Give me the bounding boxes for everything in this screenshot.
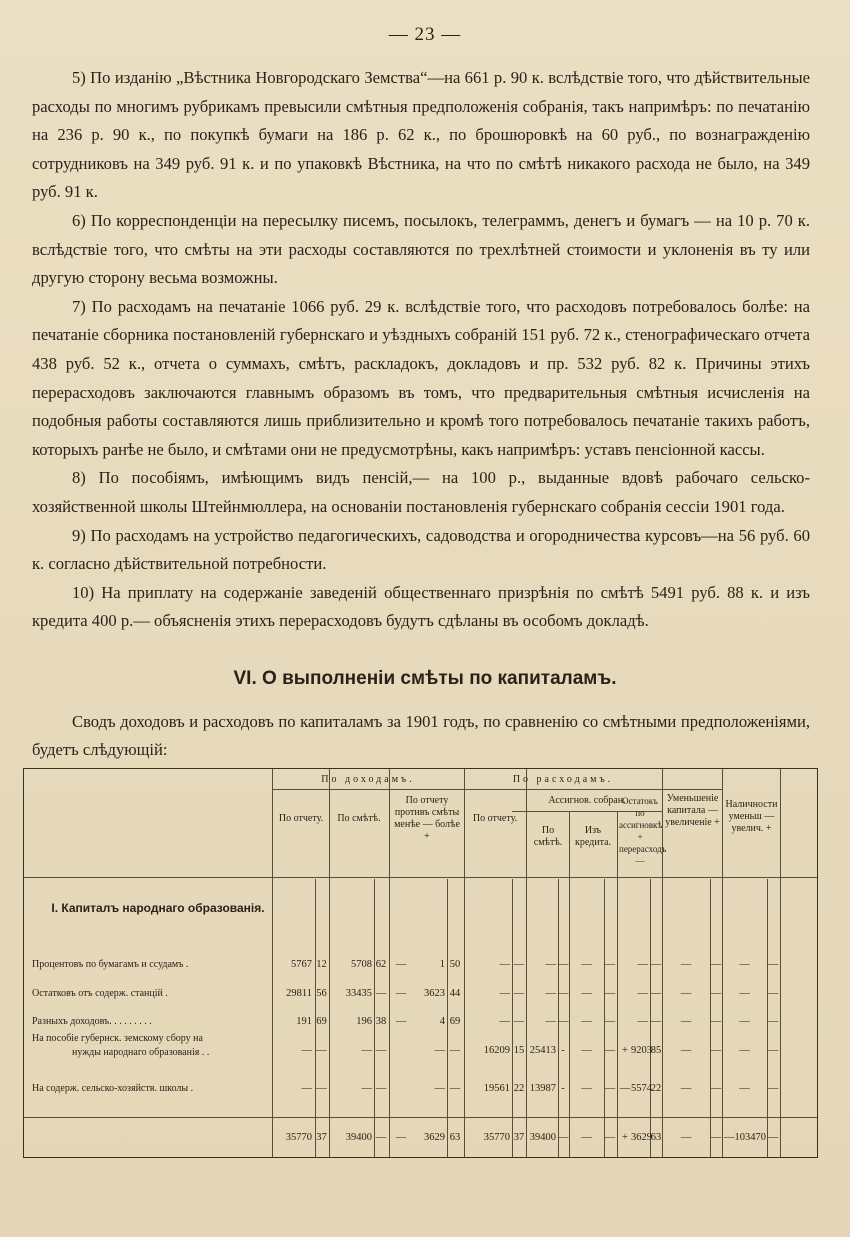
table-cell: — [767,959,779,970]
header-income-report: По отчету. [278,813,324,824]
table-cell: — [375,1045,387,1056]
table-cell: — [361,1083,372,1094]
table-cell: — [513,959,525,970]
paragraph-8: 8) По пособіямъ, имѣющимъ видъ пенсій,— на 100 р., выданные вдовѣ рабочаго сельско-хозяйственной школы Штейнмюллера, на основаніи постановленія губернскаго собранія сессіи 1901 года. [32,468,810,516]
intro-paragraph: Сводъ доходовъ и расходовъ по капиталамъ за 1901 годъ, по сравненію со смѣтными предположеніями, будетъ слѣдующій: [32,712,810,759]
paragraph-5: 5) По изданію „Вѣстника Новгородскаго Земства“—на 661 р. 90 к. вслѣдствіе того, что дѣйствительные расходы по многимъ рубрикамъ превысили смѣтныя предположенія собранія, такъ напримѣръ: по печатанію на 236 р. 90 к., по покупкѣ бумаги на 186 р. 62 к., по брошюровкѣ на 60 руб., по вознагражденію сотрудниковъ на 349 руб. 91 к. и по упаковкѣ Вѣстника, на что по смѣтѣ никакого расхода не было, на 349 руб. 91 к. [32,68,810,202]
table-cell: — [604,1083,616,1094]
table-cell: 16209 [483,1045,510,1056]
table-cell: — [604,1045,616,1056]
table-cell: 38 [375,1016,387,1027]
table-cell: — [316,1083,327,1094]
table-cell: — [395,988,407,999]
table-cell: — [581,1083,592,1094]
table-cell: — [395,959,407,970]
paragraph-6: 6) По корреспонденціи на пересылку писемъ, посылокъ, телеграммъ, денегъ и бумагъ — на 10 р. 70 к. вслѣдствіе того, что смѣты на эти расходы составляются по трехлѣтней стоимости и уклоненія въ ту или другую сторону весьма возможны. [32,210,810,288]
intro-text [32,708,810,764]
table-cell: — [710,1016,722,1027]
section-heading: VI. О выполненіи смѣты по капиталамъ. [233,668,617,689]
table-cell: — [767,988,779,999]
total-cell: 63 [650,1132,662,1143]
table-cell: + [622,1045,628,1056]
body-text [32,64,810,636]
paragraph-9: 9) По расходамъ на устройство педагогическихъ, садоводства и огородничества курсовъ—на 56 руб. 60 к. согласно дѣйствительной потребности. [32,525,810,574]
header-assign-credit: Изъ кредита. [574,825,612,848]
table-cell: — [710,1083,722,1094]
table-cell: — [650,988,662,999]
table-cell: — [434,1083,445,1094]
table-cell: — [375,1083,387,1094]
table-cell: — [545,1016,556,1027]
table-cell: — [513,1016,525,1027]
table-cell: — [680,1016,692,1027]
table-cell: 15 [513,1045,525,1056]
table-cell: — [558,959,569,970]
table-cell: — [767,1016,779,1027]
table-cell: — [581,1016,592,1027]
total-cell: —103470 [724,1132,766,1143]
total-cell: 3629 [424,1132,445,1143]
row-label: На пособіе губернск. земскому сбору на [32,1033,203,1044]
table-cell: 85 [650,1045,662,1056]
table-cell: 69 [449,1016,461,1027]
table-cell: 69 [316,1016,327,1027]
table-cell: — [434,1045,445,1056]
table-cell: — [710,959,722,970]
header-income-group: По доходамъ. [321,774,415,785]
table-cell: — [499,959,510,970]
table-cell: 29811 [286,988,312,999]
table-cell: — [637,1016,648,1027]
table-cell: — [558,988,569,999]
header-expense-report: По отчету. [472,813,518,824]
paragraph-10: 10) На приплату на содержаніе заведеній общественнаго призрѣнія по смѣтѣ 5491 руб. 88 к. и изъ кредита 400 р.— объясненія этихъ перерасходовъ будутъ сдѣланы въ особомъ докладѣ. [32,582,810,631]
table-cell: — [739,1016,750,1027]
total-cell: 35770 [285,1132,312,1143]
table-cell: 196 [356,1016,372,1027]
header-capital-change: Уменьшеніе капитала — увеличеніе + [665,793,720,828]
header-assign-estimate: По смѣтѣ. [533,825,563,848]
table-cell: — [361,1045,372,1056]
table-cell: — [710,1045,722,1056]
table-cell: — [375,988,387,999]
table-cell: 50 [449,959,461,970]
table-cell: — [680,1083,692,1094]
table-cell: 62 [375,959,387,970]
total-cell: — [558,1132,569,1143]
total-cell: 39400 [529,1132,556,1143]
table-cell: — [581,1045,592,1056]
table-cell: — [650,1016,662,1027]
table-cell: — [710,988,722,999]
row-label: Разныхъ доходовъ. . . . . . . . . [32,1016,152,1027]
table-cell: — [545,959,556,970]
table-cell: 33435 [345,988,372,999]
total-cell: — [395,1132,407,1143]
table-cell: 9203 [631,1045,652,1056]
total-cell: — [375,1132,387,1143]
table-cell: 44 [449,988,461,999]
table-cell: — [499,1016,510,1027]
table-cell: — [604,959,616,970]
table-cell: — [604,1016,616,1027]
total-cell: — [680,1132,692,1143]
table-cell: — [680,959,692,970]
table-cell: 5574 [631,1083,652,1094]
table-cell: — [499,988,510,999]
table-cell: — [545,988,556,999]
total-cell: 35770 [483,1132,510,1143]
table-cell: — [619,1083,631,1094]
paragraph-7: 7) По расходамъ на печатаніе 1066 руб. 29 к. вслѣдствіе того, что расходовъ потребовалось болѣе: на печатаніе сборника постановленій губернскаго и уѣздныхъ собраній 151 руб. 72 к., стенографическаго отчета 438 руб. 52 к., отчета о суммахъ, смѣтъ, раскладокъ, докладовъ и пр. 532 руб. 82 к. Причины этихъ перерасходовъ заключаются главнымъ образомъ въ томъ, что предварительныя смѣтныя исчисленія на подобныя работы составляются лишь приблизительно и кромѣ того потребовалось печатаніе такихъ работъ, которыхъ ранѣе не было, и смѣтами они не предусмотрѣны, какъ напримѣръ: уставъ пенсіонной кассы. [32,296,810,459]
row-label-cont: нужды народнаго образованія . . [72,1047,210,1058]
table-cell: — [558,1016,569,1027]
table-cell: — [604,988,616,999]
total-cell: 63 [449,1132,461,1143]
table-cell: 191 [296,1016,312,1027]
table-cell: 19561 [483,1083,510,1094]
total-cell: — [767,1132,779,1143]
header-expense-group: По расходамъ. [512,774,614,785]
table-cell: — [581,959,592,970]
table-cell: — [395,1016,407,1027]
table-cell: 1 [439,959,445,970]
table-cell: — [767,1045,779,1056]
header-income-diff: По отчету противъ смѣты менѣе — болѣе + [394,795,460,842]
row-label: На содерж. сельско-хозяйств. школы . [32,1083,194,1094]
total-cell: 3629 [631,1132,652,1143]
table-cell: — [301,1045,312,1056]
table-cell: 4 [439,1016,445,1027]
table-cell: 5767 [291,959,312,970]
total-cell: 39400 [345,1132,372,1143]
table-cell: — [513,988,525,999]
table-cell: — [680,1045,692,1056]
table-cell: — [449,1045,461,1056]
header-cash-change: Наличности уменьш — увелич. + [725,799,778,834]
capital-caption: I. Капиталъ народнаго образованія. [51,901,265,915]
total-cell: 37 [513,1132,525,1143]
table-cell: — [739,1083,750,1094]
table-cell: — [581,988,592,999]
table-cell: — [739,1045,750,1056]
row-label: Остатковъ отъ содерж. станцій . [32,988,168,999]
table-cell: — [739,988,750,999]
capital-table [23,768,818,1158]
table-cell: 3623 [424,988,445,999]
table-cell: — [739,959,750,970]
table-cell: — [301,1083,312,1094]
table-cell: — [650,959,662,970]
header-assign-group: Ассигнов. собран. [548,795,626,806]
table-cell: 13987 [529,1083,556,1094]
total-cell: — [710,1132,722,1143]
table-cell: 22 [513,1083,525,1094]
table-cell: - [561,1045,565,1056]
table-cell: 22 [650,1083,662,1094]
table-cell: — [449,1083,461,1094]
table-cell: — [316,1045,327,1056]
table-cell: — [680,988,692,999]
table-cell: — [637,959,648,970]
total-cell: — [581,1132,592,1143]
table-cell: — [637,988,648,999]
table-cell: 25413 [529,1045,556,1056]
table-cell: — [767,1083,779,1094]
total-cell: — [604,1132,616,1143]
table-cell: 5708 [351,959,372,970]
header-income-estimate: По смѣтѣ. [337,813,381,824]
header-remainder: Остатокъ по ассигновкѣ + перерасходъ — [619,796,667,866]
total-cell: 37 [316,1132,327,1143]
row-label: Процентовъ по бумагамъ и ссудамъ . [32,959,189,970]
page-number: — 23 — [388,24,462,45]
table-cell: 56 [316,988,327,999]
table-cell: 12 [316,959,327,970]
total-cell: + [622,1132,628,1143]
table-cell: - [561,1083,565,1094]
